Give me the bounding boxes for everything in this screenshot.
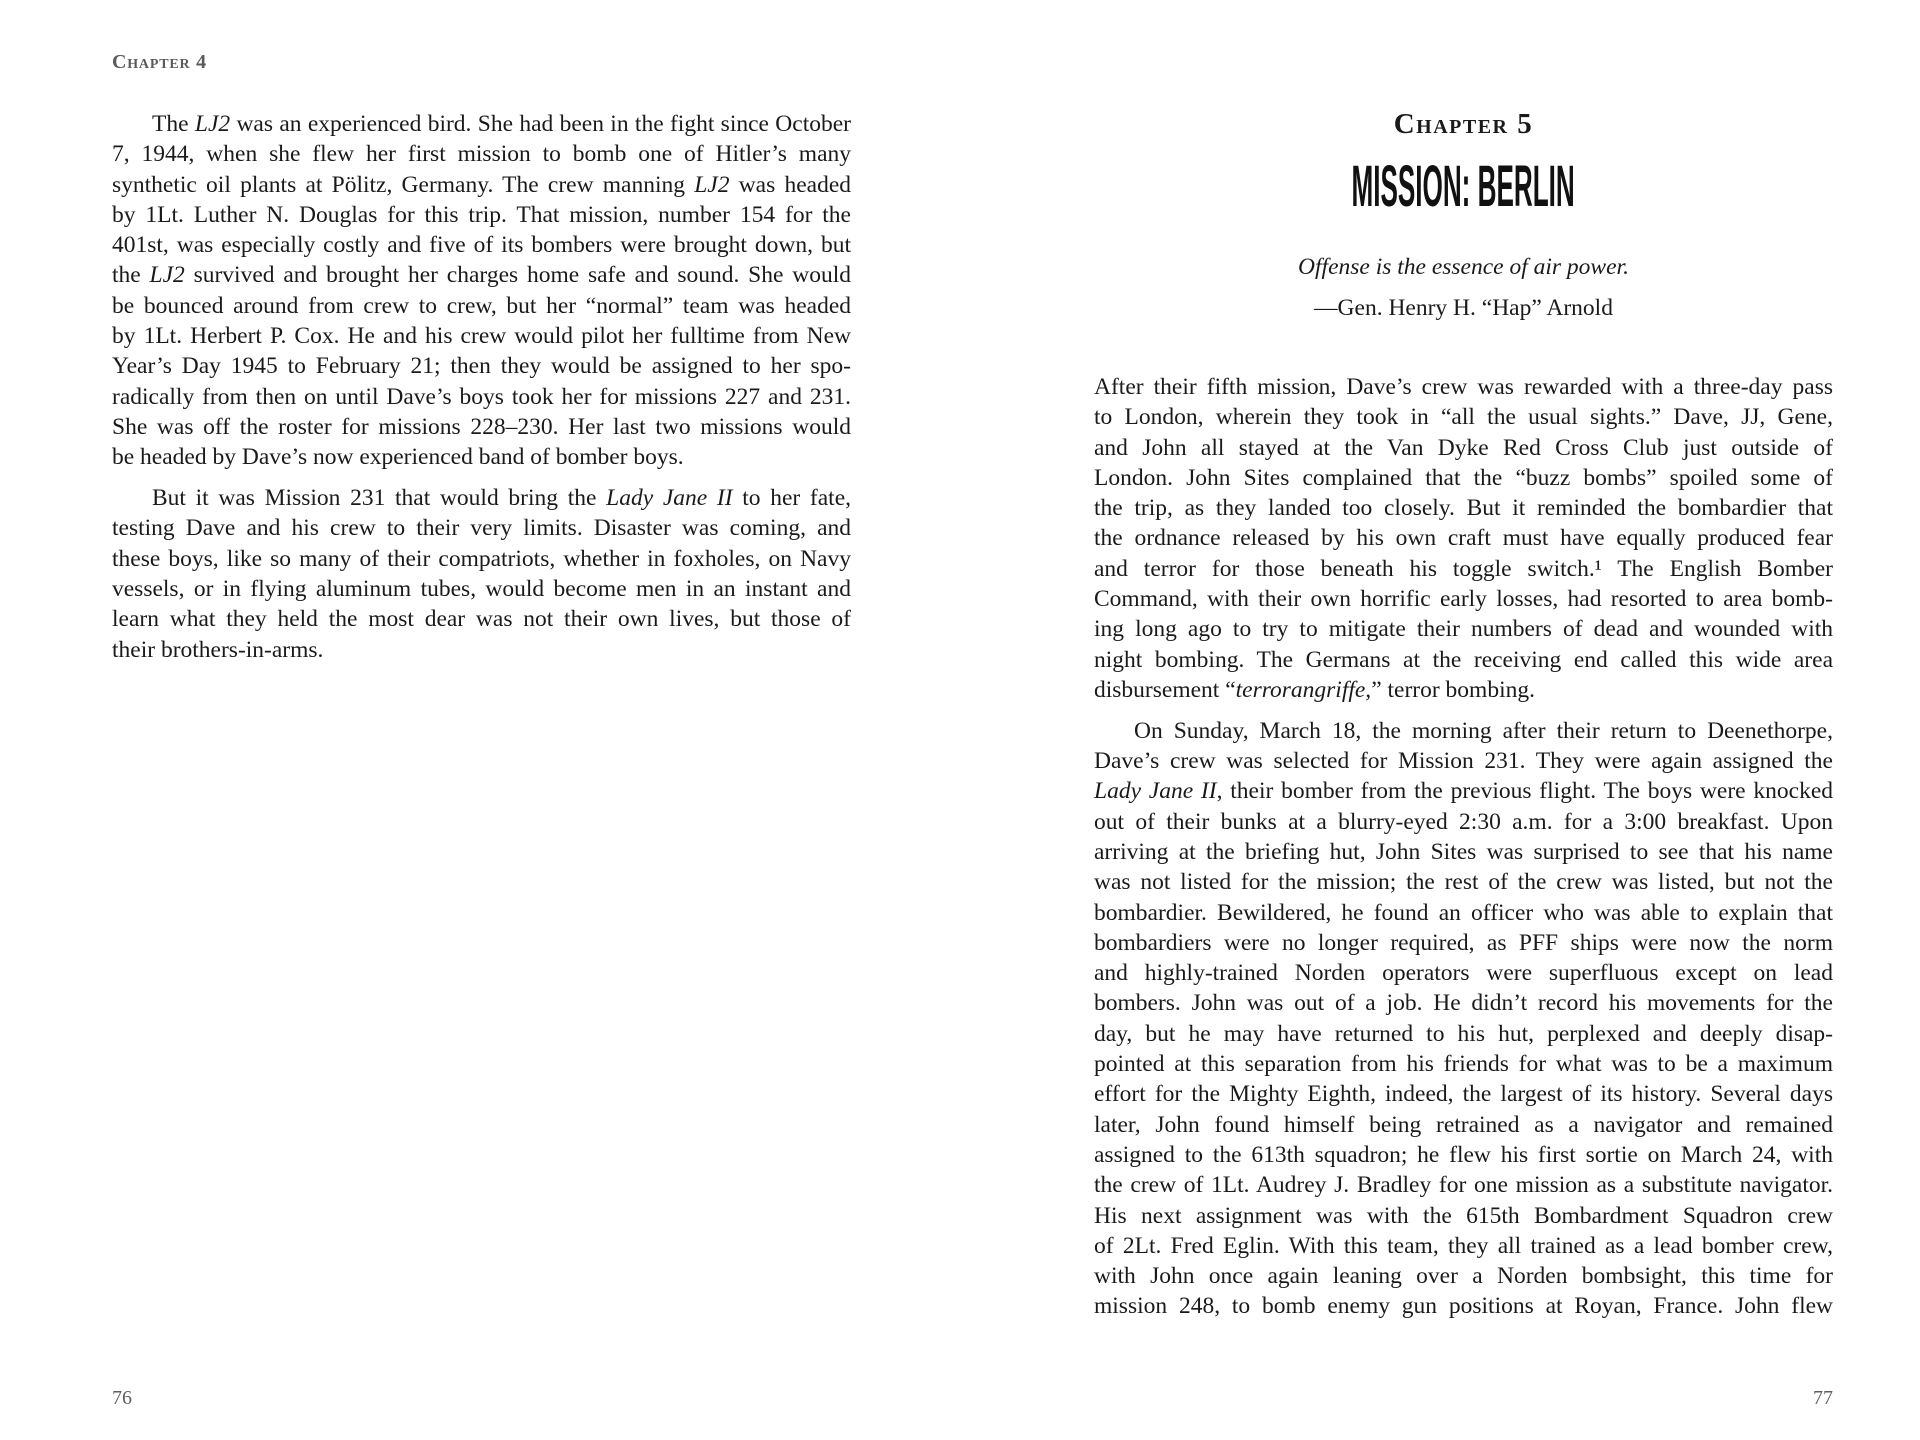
text-line (112, 483, 851, 513)
text-line: radically from then on until Dave’s boys took her for missions 227 and 231. (112, 383, 851, 410)
epigraph-attribution: —Gen. Henry H. “Hap” Arnold (1314, 295, 1613, 321)
text-line: testing Dave and his crew to their very limits. Disaster was coming, and (112, 515, 851, 542)
text-line (112, 260, 851, 290)
chapter-title-text: MISSION: BERLIN (1351, 154, 1576, 219)
text-line: After their fifth mission, Dave’s crew was rewarded with a three-day pass (1094, 374, 1833, 400)
body-paragraph (1094, 716, 1833, 1322)
text-run: was headed (729, 171, 851, 198)
text-line: day, but he may have returned to his hut, perplexed and deeply disap- (1094, 1020, 1833, 1047)
text-line: and John all stayed at the Van Dyke Red Cross Club just outside of (1094, 434, 1833, 461)
text-line: vessels, or in flying aluminum tubes, would become men in an instant and (112, 575, 851, 602)
text-line (1094, 675, 1833, 705)
text-line (112, 170, 851, 200)
text-line: and highly-trained Norden operators were superfluous except on lead (1094, 960, 1833, 987)
text-line: assigned to the 613th squadron; he flew his first sortie on March 24, with (1094, 1141, 1833, 1168)
text-line: bombardier. Bewildered, he found an officer who was able to explain that (1094, 899, 1833, 926)
text-line: by 1Lt. Luther N. Douglas for this trip. That mission, number 154 for the (112, 201, 851, 228)
text-line: pointed at this separation from his friends for what was to be a maximum (1094, 1051, 1833, 1078)
text-line: Year’s Day 1945 to February 21; then they would be assigned to her spo- (112, 353, 851, 380)
text-line: 7, 1944, when she flew her first mission to bomb one of Hitler’s many (112, 141, 851, 168)
right-page-body (1094, 372, 1833, 1322)
text-line: their brothers-in-arms. (112, 636, 324, 663)
text-line (112, 109, 851, 139)
chapter-label: Chapter 5 (1393, 108, 1534, 140)
text-run: synthetic oil plants at Pölitz, Germany. The crew manning (112, 171, 695, 198)
italic-text: Lady Jane II (606, 485, 733, 512)
text-run: , their bomber from the previous flight. The boys were knocked (1216, 778, 1833, 805)
text-line: the crew of 1Lt. Audrey J. Bradley for one mission as a substitute navigator. (1094, 1172, 1833, 1199)
body-paragraph (112, 483, 851, 665)
text-line: learn what they held the most dear was not their own lives, but those of (112, 606, 851, 633)
page-number: 76 (112, 1387, 132, 1409)
text-line: out of their bunks at a blurry-eyed 2:30 a.m. for a 3:00 breakfast. Upon (1094, 808, 1833, 835)
text-line: 401st, was especially costly and five of its bombers were brought down, but (112, 232, 851, 259)
italic-text: LJ2 (694, 171, 730, 198)
body-paragraph (112, 109, 851, 473)
text-line: She was off the roster for missions 228–230. Her last two missions would (112, 413, 851, 440)
text-run: survived and brought her charges home safe and sound. She would (184, 262, 851, 289)
text-run: was an experienced bird. She had been in the fight since October (230, 111, 851, 137)
text-run: But it was Mission 231 that would bring the (152, 485, 607, 512)
text-line: night bombing. The Germans at the receiving end called this wide area (1094, 646, 1833, 673)
text-run: disbursement “ (1094, 676, 1236, 703)
text-line (1094, 776, 1833, 806)
italic-text: Lady Jane II (1094, 778, 1217, 805)
text-line: mission 248, to bomb enemy gun positions at Royan, France. John flew (1094, 1293, 1833, 1320)
text-run: The (152, 111, 195, 137)
epigraph-quote: Offense is the essence of air power. (1298, 254, 1629, 280)
text-line: ing long ago to try to mitigate their numbers of dead and wounded with (1094, 616, 1833, 643)
italic-text: terrorangriffe, (1235, 676, 1372, 703)
text-line: bombers. John was out of a job. He didn’t record his movements for the (1094, 990, 1833, 1017)
body-paragraph (1094, 372, 1833, 705)
text-line: by 1Lt. Herbert P. Cox. He and his crew would pilot her fulltime from New (112, 323, 851, 350)
text-run: ” terror bombing. (1371, 676, 1535, 703)
italic-text: LJ2 (194, 111, 231, 137)
text-run: the (112, 262, 150, 289)
text-line: Command, with their own horrific early losses, had resorted to area bomb- (1094, 586, 1833, 613)
text-line: these boys, like so many of their compatriots, whether in foxholes, on Navy (112, 545, 851, 572)
text-line: effort for the Mighty Eighth, indeed, the largest of its history. Several days (1094, 1081, 1833, 1108)
text-line: the ordnance released by his own craft must have equally produced fear (1094, 525, 1833, 552)
italic-text: LJ2 (149, 262, 185, 289)
text-line: and terror for those beneath his toggle switch.¹ The English Bomber (1094, 555, 1833, 582)
text-line: later, John found himself being retrained as a navigator and remained (1094, 1111, 1833, 1138)
text-line: of 2Lt. Fred Eglin. With this team, they all trained as a lead bomber crew, (1094, 1232, 1833, 1259)
text-line: be headed by Dave’s now experienced band of bomber boys. (112, 444, 684, 471)
text-line: be bounced around from crew to crew, but her “normal” team was headed (112, 292, 851, 319)
text-line: arriving at the briefing hut, John Sites was surprised to see that his name (1094, 838, 1833, 865)
page-number: 77 (1813, 1387, 1833, 1409)
text-line: On Sunday, March 18, the morning after their return to Deenethorpe, (1134, 717, 1833, 744)
text-line: was not listed for the mission; the rest of the crew was listed, but not the (1094, 869, 1833, 896)
text-run: to her fate, (732, 485, 851, 512)
text-line: bombardiers were no longer required, as PFF ships were now the norm (1094, 929, 1833, 956)
text-line: with John once again leaning over a Norden bombsight, this time for (1094, 1263, 1833, 1290)
text-line: the trip, as they landed too closely. But it reminded the bombardier that (1094, 495, 1833, 522)
text-line: His next assignment was with the 615th Bombardment Squadron crew (1094, 1202, 1833, 1229)
text-line: to London, wherein they took in “all the usual sights.” Dave, JJ, Gene, (1094, 404, 1833, 431)
running-head: Chapter 4 (112, 51, 207, 73)
text-line: London. John Sites complained that the “buzz bombs” spoiled some of (1094, 464, 1833, 491)
left-page-body (112, 109, 851, 665)
text-line: Dave’s crew was selected for Mission 231. They were again assigned the (1094, 748, 1833, 775)
chapter-title (1094, 154, 1833, 219)
